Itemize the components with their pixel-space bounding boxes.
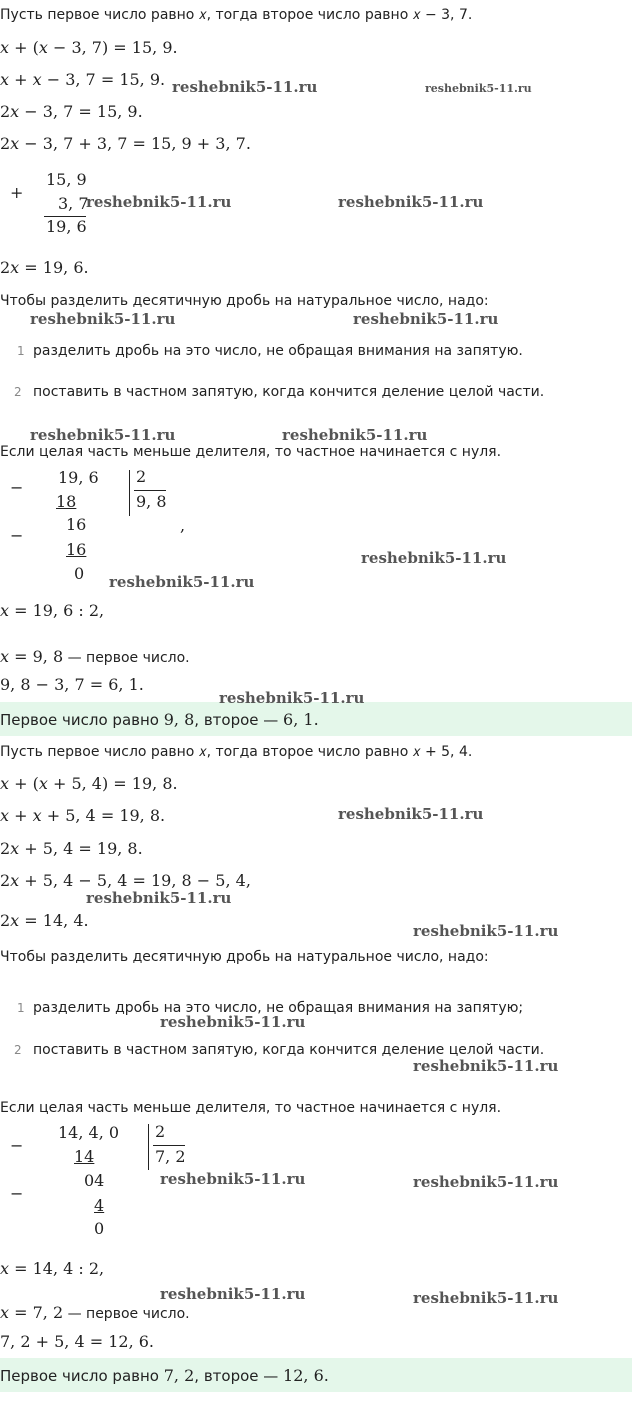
p2-answer [0,1366,329,1386]
p1-add-result: 19, 6 [46,217,87,236]
p2-div-hline [153,1145,185,1146]
p1-answer-d: 6, 1. [283,710,319,729]
p2-eq7 [0,1303,190,1323]
watermark: reshebnik5-11.ru [30,426,176,444]
watermark: reshebnik5-11.ru [160,1013,306,1031]
p1-rule-intro: Чтобы разделить десятичную дробь на натуральное число, надо: [0,293,489,309]
p2-div-quotient: 7, 2 [155,1147,186,1166]
p1-div-hline [134,490,166,491]
p2-div-rem1: 04 [84,1171,105,1190]
p2-div-minus-2: − [10,1184,24,1203]
p1-eq4: 2𝑥 − 3, 7 + 3, 7 = 15, 9 + 3, 7. [0,134,251,153]
p2-eq4: 2𝑥 + 5, 4 − 5, 4 = 19, 8 − 5, 4, [0,871,251,890]
p2-eq3: 2𝑥 + 5, 4 = 19, 8. [0,839,143,858]
p1-eq2: 𝑥 + 𝑥 − 3, 7 = 15, 9. [0,70,166,89]
p2-div-dividend: 14, 4, 0 [58,1123,120,1142]
watermark: reshebnik5-11.ru [219,689,365,707]
watermark: reshebnik5-11.ru [86,193,232,211]
p2-rule-intro: Чтобы разделить десятичную дробь на натуральное число, надо: [0,949,489,965]
p1-answer-c: , второе — [194,711,284,729]
watermark: reshebnik5-11.ru [413,1057,559,1075]
watermark: reshebnik5-11.ru [413,922,559,940]
p2-eq8: 7, 2 + 5, 4 = 12, 6. [0,1332,155,1351]
p1-rule-note: Если целая часть меньше делителя, то частное начинается с нуля. [0,444,502,460]
p2-eq6: 𝑥 = 14, 4 : 2, [0,1259,105,1278]
p2-div-sub1: 14 [74,1147,95,1166]
p1-intro: Пусть первое число равно 𝑥, тогда второе число равно 𝑥 − 3, 7. [0,7,473,23]
p1-div-minus-2: − [10,526,24,545]
p2-eq7-math: 𝑥 = 7, 2 [0,1303,64,1322]
p2-div-divisor: 2 [155,1122,166,1141]
p2-rule-item-2: поставить в частном запятую, когда кончится деление целой части. [33,1042,545,1058]
watermark: reshebnik5-11.ru [338,193,484,211]
p2-answer-a: Первое число равно [0,1367,164,1385]
p2-div-sub2: 4 [94,1196,105,1215]
p2-eq7-text: — первое число. [63,1306,190,1322]
p2-div-rem2: 0 [94,1219,105,1238]
p1-eq7-text: — первое число. [63,650,190,666]
p1-answer-b: 9, 8 [163,710,195,729]
watermark: reshebnik5-11.ru [338,805,484,823]
watermark: reshebnik5-11.ru [425,82,532,95]
watermark: reshebnik5-11.ru [353,310,499,328]
p2-eq5: 2𝑥 = 14, 4. [0,911,89,930]
p1-div-rem2: 0 [74,564,85,583]
watermark: reshebnik5-11.ru [282,426,428,444]
p2-eq2: 𝑥 + 𝑥 + 5, 4 = 19, 8. [0,806,166,825]
p1-div-vline [129,470,130,516]
p1-eq7-math: 𝑥 = 9, 8 [0,647,64,666]
watermark: reshebnik5-11.ru [109,573,255,591]
p1-eq7 [0,647,190,667]
p2-answer-b: 7, 2 [163,1366,195,1385]
p1-div-dividend: 19, 6 [58,468,99,487]
p2-intro: Пусть первое число равно 𝑥, тогда второе число равно 𝑥 + 5, 4. [0,744,473,760]
p1-rule-item-2: поставить в частном запятую, когда кончится деление целой части. [33,384,545,400]
p1-div-minus-1: − [10,478,24,497]
p1-eq5: 2𝑥 = 19, 6. [0,258,89,277]
p1-rule-num-2: 2 [14,385,22,399]
watermark: reshebnik5-11.ru [160,1285,306,1303]
p2-rule-note: Если целая часть меньше делителя, то частное начинается с нуля. [0,1100,502,1116]
watermark: reshebnik5-11.ru [160,1170,306,1188]
p1-eq1: 𝑥 + (𝑥 − 3, 7) = 15, 9. [0,38,178,57]
p1-div-sub1: 18 [56,492,77,511]
p1-div-divisor: 2 [136,467,147,486]
p1-answer-a: Первое число равно [0,711,164,729]
p1-div-rem1: 16 [66,515,87,534]
p2-eq1: 𝑥 + (𝑥 + 5, 4) = 19, 8. [0,774,178,793]
watermark: reshebnik5-11.ru [172,78,318,96]
p2-div-minus-1: − [10,1136,24,1155]
p1-eq6: 𝑥 = 19, 6 : 2, [0,601,105,620]
p1-add-operator: + [10,183,24,202]
p1-eq8: 9, 8 − 3, 7 = 6, 1. [0,675,144,694]
p2-rule-item-1: разделить дробь на это число, не обращая внимания на запятую; [33,1000,524,1016]
p1-div-comma: , [180,516,186,535]
p2-rule-num-1: 1 [17,1001,25,1015]
p1-add-bottom: 3, 7 [58,194,89,213]
watermark: reshebnik5-11.ru [413,1289,559,1307]
p1-div-sub2: 16 [66,540,87,559]
p1-rule-num-1: 1 [17,344,25,358]
p1-div-quotient: 9, 8 [136,492,167,511]
watermark: reshebnik5-11.ru [30,310,176,328]
p1-add-top: 15, 9 [46,170,87,189]
p1-answer [0,710,319,730]
watermark: reshebnik5-11.ru [86,889,232,907]
watermark: reshebnik5-11.ru [413,1173,559,1191]
p1-eq3: 2𝑥 − 3, 7 = 15, 9. [0,102,143,121]
p2-answer-c: , второе — [194,1367,284,1385]
p2-answer-d: 12, 6. [283,1366,329,1385]
p2-rule-num-2: 2 [14,1043,22,1057]
watermark: reshebnik5-11.ru [361,549,507,567]
p1-rule-item-1: разделить дробь на это число, не обращая внимания на запятую. [33,343,523,359]
p2-div-vline [148,1124,149,1170]
